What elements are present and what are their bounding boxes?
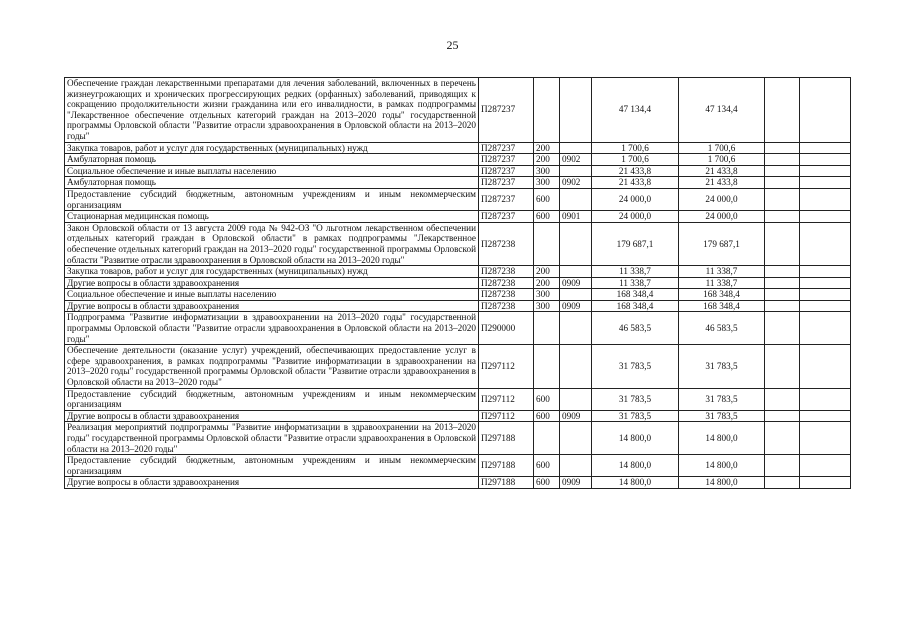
row-section-code: 0909: [560, 277, 592, 289]
row-section-code: [560, 266, 592, 278]
row-empty-cell-1: [765, 177, 800, 189]
row-empty-cell-1: [765, 388, 800, 410]
row-expense-type: 600: [534, 455, 560, 477]
row-amount-2: 47 134,4: [679, 78, 765, 143]
row-description: Предоставление субсидий бюджетным, автономным учреждениям и иным некоммерческим организациям: [65, 455, 479, 477]
row-expense-type: 200: [534, 277, 560, 289]
row-section-code: [560, 78, 592, 143]
row-target-code: П297112: [479, 388, 534, 410]
row-amount-2: 31 783,5: [679, 345, 765, 388]
row-empty-cell-2: [800, 422, 851, 455]
row-expense-type: 600: [534, 410, 560, 422]
row-empty-cell-1: [765, 266, 800, 278]
row-section-code: 0901: [560, 211, 592, 223]
row-description: Другие вопросы в области здравоохранения: [65, 477, 479, 489]
row-amount-2: 46 583,5: [679, 312, 765, 345]
row-empty-cell-2: [800, 177, 851, 189]
row-empty-cell-2: [800, 345, 851, 388]
row-empty-cell-1: [765, 455, 800, 477]
row-amount-2: 179 687,1: [679, 222, 765, 265]
row-target-code: П287237: [479, 188, 534, 210]
row-target-code: П287237: [479, 154, 534, 166]
row-target-code: П297188: [479, 422, 534, 455]
row-description: Реализация мероприятий подпрограммы "Развитие информатизации в здравоохранении на 2013–2020 годы" государственной программы Орловской области "Развитие отрасли здравоохранения в Орловской области на 2013–2020 годы": [65, 422, 479, 455]
row-target-code: П287238: [479, 277, 534, 289]
row-amount-1: 31 783,5: [592, 345, 679, 388]
row-description: Обеспечение деятельности (оказание услуг) учреждений, обеспечивающих предоставление услуг в сфере здравоохранения, в рамках подпрограммы "Развитие информатизации в здравоохранении на 2013–2020 годы" государственной программы Орловской области "Развитие отрасли здравоохранения в Орловской области на 2013–2020 годы": [65, 345, 479, 388]
row-target-code: П290000: [479, 312, 534, 345]
row-empty-cell-2: [800, 289, 851, 301]
row-expense-type: 600: [534, 388, 560, 410]
row-expense-type: [534, 312, 560, 345]
table-row: [65, 188, 851, 210]
row-amount-1: 14 800,0: [592, 422, 679, 455]
row-section-code: 0902: [560, 177, 592, 189]
page-number: 25: [446, 38, 459, 52]
table-row: [65, 300, 851, 312]
row-section-code: [560, 312, 592, 345]
row-empty-cell-2: [800, 211, 851, 223]
row-empty-cell-1: [765, 289, 800, 301]
row-description: Амбулаторная помощь: [65, 177, 479, 189]
row-amount-1: 14 800,0: [592, 477, 679, 489]
row-expense-type: 200: [534, 266, 560, 278]
row-empty-cell-2: [800, 455, 851, 477]
row-section-code: [560, 455, 592, 477]
table-row: [65, 154, 851, 166]
row-expense-type: 300: [534, 177, 560, 189]
row-target-code: П297112: [479, 345, 534, 388]
row-expense-type: [534, 345, 560, 388]
row-empty-cell-1: [765, 300, 800, 312]
row-amount-1: 31 783,5: [592, 388, 679, 410]
row-amount-2: 168 348,4: [679, 289, 765, 301]
row-empty-cell-1: [765, 345, 800, 388]
row-empty-cell-2: [800, 78, 851, 143]
row-empty-cell-2: [800, 410, 851, 422]
row-section-code: [560, 142, 592, 154]
table-row: [65, 266, 851, 278]
row-section-code: [560, 345, 592, 388]
row-empty-cell-1: [765, 188, 800, 210]
row-section-code: [560, 188, 592, 210]
row-section-code: 0909: [560, 477, 592, 489]
row-description: Предоставление субсидий бюджетным, автономным учреждениям и иным некоммерческим организациям: [65, 188, 479, 210]
row-expense-type: [534, 422, 560, 455]
row-section-code: [560, 222, 592, 265]
row-empty-cell-2: [800, 222, 851, 265]
row-empty-cell-1: [765, 142, 800, 154]
row-empty-cell-1: [765, 211, 800, 223]
table-row: [65, 455, 851, 477]
row-amount-1: 47 134,4: [592, 78, 679, 143]
row-target-code: П287237: [479, 165, 534, 177]
row-description: Подпрограмма "Развитие информатизации в здравоохранении на 2013–2020 годы" государственной программы Орловской области "Развитие отрасли здравоохранения в Орловской области на 2013–2020 годы": [65, 312, 479, 345]
row-empty-cell-2: [800, 388, 851, 410]
row-target-code: П297188: [479, 455, 534, 477]
row-amount-2: 31 783,5: [679, 388, 765, 410]
row-empty-cell-1: [765, 477, 800, 489]
row-expense-type: [534, 222, 560, 265]
row-amount-2: 21 433,8: [679, 165, 765, 177]
row-section-code: [560, 289, 592, 301]
row-section-code: [560, 165, 592, 177]
table-row: [65, 222, 851, 265]
row-expense-type: 300: [534, 300, 560, 312]
row-empty-cell-2: [800, 266, 851, 278]
table-row: [65, 177, 851, 189]
table-row: [65, 345, 851, 388]
row-expense-type: 200: [534, 142, 560, 154]
row-empty-cell-2: [800, 165, 851, 177]
row-amount-1: 24 000,0: [592, 188, 679, 210]
table-row: [65, 78, 851, 143]
row-empty-cell-1: [765, 78, 800, 143]
row-description: Закон Орловской области от 13 августа 2009 года № 942-ОЗ "О льготном лекарственном обеспечении отдельных категорий граждан в Орловской области" в рамках подпрограммы "Лекарственное обеспечение отдельных категорий граждан на 2013–2020 годы" государственной программы Орловской области "Развитие отрасли здравоохранения в Орловской области на 2013–2020 годы": [65, 222, 479, 265]
row-amount-1: 14 800,0: [592, 455, 679, 477]
table-row: [65, 211, 851, 223]
row-amount-1: 21 433,8: [592, 165, 679, 177]
row-expense-type: 600: [534, 188, 560, 210]
row-target-code: П287238: [479, 266, 534, 278]
row-target-code: П287237: [479, 177, 534, 189]
row-amount-2: 14 800,0: [679, 422, 765, 455]
table-row: [65, 388, 851, 410]
table-row: [65, 410, 851, 422]
row-target-code: П287237: [479, 142, 534, 154]
row-target-code: П287238: [479, 300, 534, 312]
row-amount-1: 46 583,5: [592, 312, 679, 345]
row-empty-cell-2: [800, 142, 851, 154]
row-empty-cell-1: [765, 222, 800, 265]
row-target-code: П287238: [479, 222, 534, 265]
table-row: [65, 165, 851, 177]
row-section-code: 0902: [560, 154, 592, 166]
row-description: Социальное обеспечение и иные выплаты населению: [65, 165, 479, 177]
row-empty-cell-1: [765, 165, 800, 177]
row-amount-2: 24 000,0: [679, 188, 765, 210]
row-target-code: П297188: [479, 477, 534, 489]
row-expense-type: 200: [534, 154, 560, 166]
row-amount-2: 21 433,8: [679, 177, 765, 189]
row-empty-cell-1: [765, 312, 800, 345]
row-empty-cell-2: [800, 154, 851, 166]
row-expense-type: [534, 78, 560, 143]
row-empty-cell-2: [800, 477, 851, 489]
row-amount-2: 1 700,6: [679, 154, 765, 166]
row-target-code: П297112: [479, 410, 534, 422]
row-description: Обеспечение граждан лекарственными препаратами для лечения заболеваний, включенных в перечень жизнеугрожающих и хронических прогрессирующих редких (орфанных) заболеваний, приводящих к сокращению продолжительности жизни гражданина или его инвалидности, в рамках подпрограммы "Лекарственное обеспечение отдельных категорий граждан на 2013–2020 годы" государственной программы Орловской области "Развитие отрасли здравоохранения в Орловской области на 2013–2020 годы": [65, 78, 479, 143]
row-amount-2: 24 000,0: [679, 211, 765, 223]
row-amount-1: 31 783,5: [592, 410, 679, 422]
row-amount-1: 24 000,0: [592, 211, 679, 223]
row-empty-cell-1: [765, 422, 800, 455]
row-amount-2: 168 348,4: [679, 300, 765, 312]
row-amount-2: 31 783,5: [679, 410, 765, 422]
row-target-code: П287238: [479, 289, 534, 301]
row-target-code: П287237: [479, 211, 534, 223]
row-description: Предоставление субсидий бюджетным, автономным учреждениям и иным некоммерческим организациям: [65, 388, 479, 410]
row-description: Стационарная медицинская помощь: [65, 211, 479, 223]
row-amount-2: 1 700,6: [679, 142, 765, 154]
row-description: Амбулаторная помощь: [65, 154, 479, 166]
row-target-code: П287237: [479, 78, 534, 143]
row-description: Закупка товаров, работ и услуг для государственных (муниципальных) нужд: [65, 266, 479, 278]
row-description: Другие вопросы в области здравоохранения: [65, 410, 479, 422]
table-row: [65, 289, 851, 301]
row-section-code: 0909: [560, 410, 592, 422]
row-section-code: [560, 388, 592, 410]
row-expense-type: 600: [534, 211, 560, 223]
row-empty-cell-2: [800, 188, 851, 210]
row-amount-1: 1 700,6: [592, 142, 679, 154]
budget-table: [64, 77, 851, 489]
row-empty-cell-1: [765, 277, 800, 289]
row-amount-1: 11 338,7: [592, 277, 679, 289]
row-amount-1: 1 700,6: [592, 154, 679, 166]
row-section-code: [560, 422, 592, 455]
row-description: Другие вопросы в области здравоохранения: [65, 277, 479, 289]
row-amount-2: 11 338,7: [679, 266, 765, 278]
row-expense-type: 600: [534, 477, 560, 489]
row-description: Закупка товаров, работ и услуг для государственных (муниципальных) нужд: [65, 142, 479, 154]
table-row: [65, 142, 851, 154]
table-row: [65, 312, 851, 345]
row-amount-1: 21 433,8: [592, 177, 679, 189]
row-section-code: 0909: [560, 300, 592, 312]
row-amount-2: 14 800,0: [679, 455, 765, 477]
row-empty-cell-2: [800, 300, 851, 312]
row-amount-1: 11 338,7: [592, 266, 679, 278]
row-empty-cell-1: [765, 410, 800, 422]
row-amount-1: 168 348,4: [592, 289, 679, 301]
table-row: [65, 477, 851, 489]
row-amount-2: 14 800,0: [679, 477, 765, 489]
row-description: Другие вопросы в области здравоохранения: [65, 300, 479, 312]
table-row: [65, 277, 851, 289]
table-row: [65, 422, 851, 455]
row-amount-2: 11 338,7: [679, 277, 765, 289]
row-empty-cell-1: [765, 154, 800, 166]
row-empty-cell-2: [800, 312, 851, 345]
row-amount-1: 179 687,1: [592, 222, 679, 265]
row-empty-cell-2: [800, 277, 851, 289]
row-amount-1: 168 348,4: [592, 300, 679, 312]
row-expense-type: 300: [534, 289, 560, 301]
budget-table-body: [65, 78, 851, 489]
row-description: Социальное обеспечение и иные выплаты населению: [65, 289, 479, 301]
row-expense-type: 300: [534, 165, 560, 177]
